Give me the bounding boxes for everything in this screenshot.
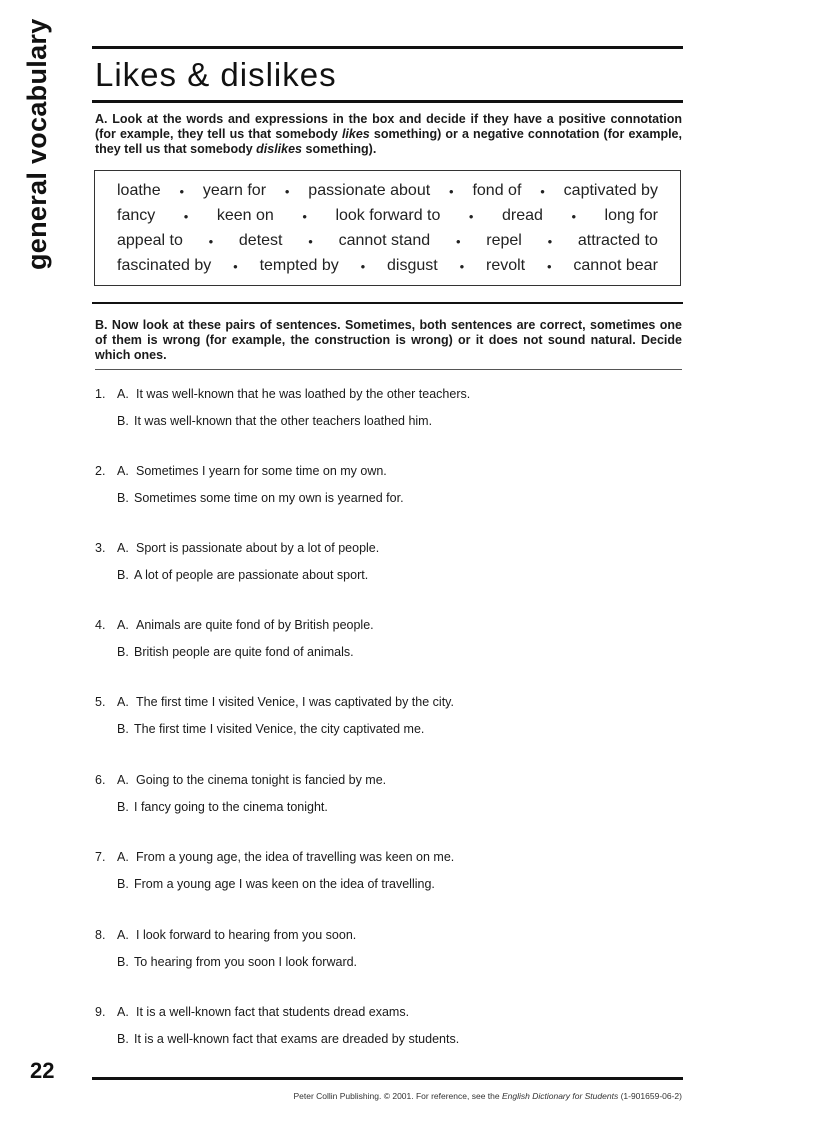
- option-letter-a: A.: [117, 695, 129, 709]
- sentence-a: Going to the cinema tonight is fancied by me.: [136, 773, 387, 787]
- sentence-b: It is a well-known fact that exams are dreaded by students.: [134, 1032, 460, 1046]
- question-number: 4.: [95, 618, 106, 632]
- sentence-a: Sometimes I yearn for some time on my own.: [136, 464, 387, 478]
- sentence-b: I fancy going to the cinema tonight.: [134, 800, 328, 814]
- section-a-emphasis-likes: likes: [341, 127, 370, 141]
- question-number: 1.: [95, 387, 106, 401]
- word-row: [117, 204, 658, 228]
- word-item: dread: [502, 207, 543, 224]
- sentence-b: A lot of people are passionate about sport.: [134, 568, 369, 582]
- option-letter-a: A.: [117, 464, 129, 478]
- bullet-separator: •: [547, 233, 553, 249]
- question-number: 3.: [95, 541, 106, 555]
- option-letter-b: B.: [117, 877, 129, 891]
- bullet-separator: •: [208, 233, 214, 249]
- page-title: Likes & dislikes: [95, 56, 337, 93]
- section-b-bottom-rule: [95, 369, 682, 370]
- footer-rule: [92, 1077, 683, 1080]
- bullet-separator: •: [468, 208, 474, 224]
- option-letter-b: B.: [117, 722, 129, 736]
- sentence-a: I look forward to hearing from you soon.: [136, 928, 357, 942]
- question-number: 7.: [95, 850, 106, 864]
- section-b-instructions: B. Now look at these pairs of sentences. Sometimes, both sentences are correct, sometimes one of them is wrong (for example, the construction is wrong) or it does not sound natural. Decide which ones.: [95, 318, 682, 362]
- sentence-b: The first time I visited Venice, the city captivated me.: [134, 722, 425, 736]
- page-number: 22: [30, 1058, 55, 1083]
- section-a-text-3: something).: [302, 142, 377, 156]
- sentence-a: The first time I visited Venice, I was captivated by the city.: [136, 695, 454, 709]
- option-letter-a: A.: [117, 618, 129, 632]
- sentence-b: To hearing from you soon I look forward.: [134, 955, 358, 969]
- bullet-separator: •: [302, 208, 307, 224]
- bullet-separator: •: [459, 258, 465, 274]
- word-item: appeal to: [117, 232, 183, 249]
- footer-credit: [282, 1091, 682, 1101]
- option-letter-b: B.: [117, 955, 129, 969]
- sentence-b: From a young age I was keen on the idea of travelling.: [134, 877, 435, 891]
- option-letter-b: B.: [117, 645, 129, 659]
- word-item: cannot bear: [573, 257, 658, 274]
- footer-book-title: English Dictionary for Students: [501, 1091, 619, 1101]
- word-item: look forward to: [335, 207, 441, 224]
- word-item: long for: [604, 207, 658, 224]
- word-row: [117, 179, 658, 203]
- bullet-separator: •: [546, 258, 552, 274]
- sentence-a: Animals are quite fond of by British people.: [136, 618, 374, 632]
- section-a-instructions: [95, 112, 682, 157]
- section-a-emphasis-dislikes: dislikes: [256, 142, 303, 156]
- side-section-label: general vocabulary: [22, 18, 52, 270]
- bullet-separator: •: [571, 208, 577, 224]
- word-item: fascinated by: [117, 257, 212, 274]
- option-letter-a: A.: [117, 387, 129, 401]
- word-item: yearn for: [202, 182, 267, 199]
- option-letter-b: B.: [117, 800, 129, 814]
- bullet-separator: •: [449, 183, 454, 199]
- bullet-separator: •: [183, 208, 189, 224]
- question-number: 9.: [95, 1005, 106, 1019]
- bullet-separator: •: [308, 233, 313, 249]
- option-letter-a: A.: [117, 773, 129, 787]
- option-letter-b: B.: [117, 1032, 129, 1046]
- sentence-b: Sometimes some time on my own is yearned for.: [134, 491, 404, 505]
- word-item: captivated by: [563, 182, 658, 199]
- option-letter-a: A.: [117, 928, 129, 942]
- word-item: loathe: [117, 182, 161, 199]
- word-item: fond of: [472, 182, 522, 199]
- section-a-text-2: something) or a negative connotation (for example, they tell us that somebody: [95, 127, 682, 156]
- question-number: 8.: [95, 928, 106, 942]
- bullet-separator: •: [540, 183, 545, 199]
- title-underline: [92, 100, 683, 103]
- sentence-a: It is a well-known fact that students dread exams.: [136, 1005, 410, 1019]
- word-item: keen on: [216, 207, 274, 224]
- option-letter-b: B.: [117, 568, 129, 582]
- question-number: 5.: [95, 695, 106, 709]
- sentence-a: It was well-known that he was loathed by the other teachers.: [136, 387, 471, 401]
- question-number: 2.: [95, 464, 106, 478]
- word-item: attracted to: [577, 232, 658, 249]
- word-item: cannot stand: [338, 232, 431, 249]
- word-item: passionate about: [308, 182, 431, 199]
- sentence-b: British people are quite fond of animals.: [134, 645, 354, 659]
- word-row: [117, 254, 658, 278]
- word-item: fancy: [117, 207, 156, 224]
- section-b-top-rule: [92, 302, 683, 304]
- option-letter-a: A.: [117, 850, 129, 864]
- word-item: detest: [238, 232, 283, 249]
- footer-suffix: (1-901659-06-2): [618, 1091, 682, 1101]
- footer-prefix: Peter Collin Publishing. © 2001. For reference, see the: [293, 1091, 502, 1101]
- question-number: 6.: [95, 773, 106, 787]
- sentence-a: Sport is passionate about by a lot of people.: [136, 541, 380, 555]
- section-a-text-1: A. Look at the words and expressions in the box and decide if they have a positive connotation (for example, they tell us that somebody: [95, 112, 682, 141]
- sentence-a: From a young age, the idea of travelling was keen on me.: [136, 850, 455, 864]
- option-letter-b: B.: [117, 491, 129, 505]
- word-row: [117, 229, 658, 253]
- word-item: disgust: [387, 257, 438, 274]
- bullet-separator: •: [284, 183, 290, 199]
- word-box: [94, 170, 681, 286]
- sentence-b: It was well-known that the other teachers loathed him.: [134, 414, 433, 428]
- top-rule: [92, 46, 683, 49]
- option-letter-a: A.: [117, 1005, 129, 1019]
- bullet-separator: •: [179, 183, 185, 199]
- word-item: tempted by: [259, 257, 339, 274]
- bullet-separator: •: [455, 233, 461, 249]
- option-letter-b: B.: [117, 414, 129, 428]
- bullet-separator: •: [360, 258, 366, 274]
- word-item: revolt: [485, 257, 526, 274]
- option-letter-a: A.: [117, 541, 129, 555]
- bullet-separator: •: [233, 258, 238, 274]
- word-item: repel: [486, 232, 522, 249]
